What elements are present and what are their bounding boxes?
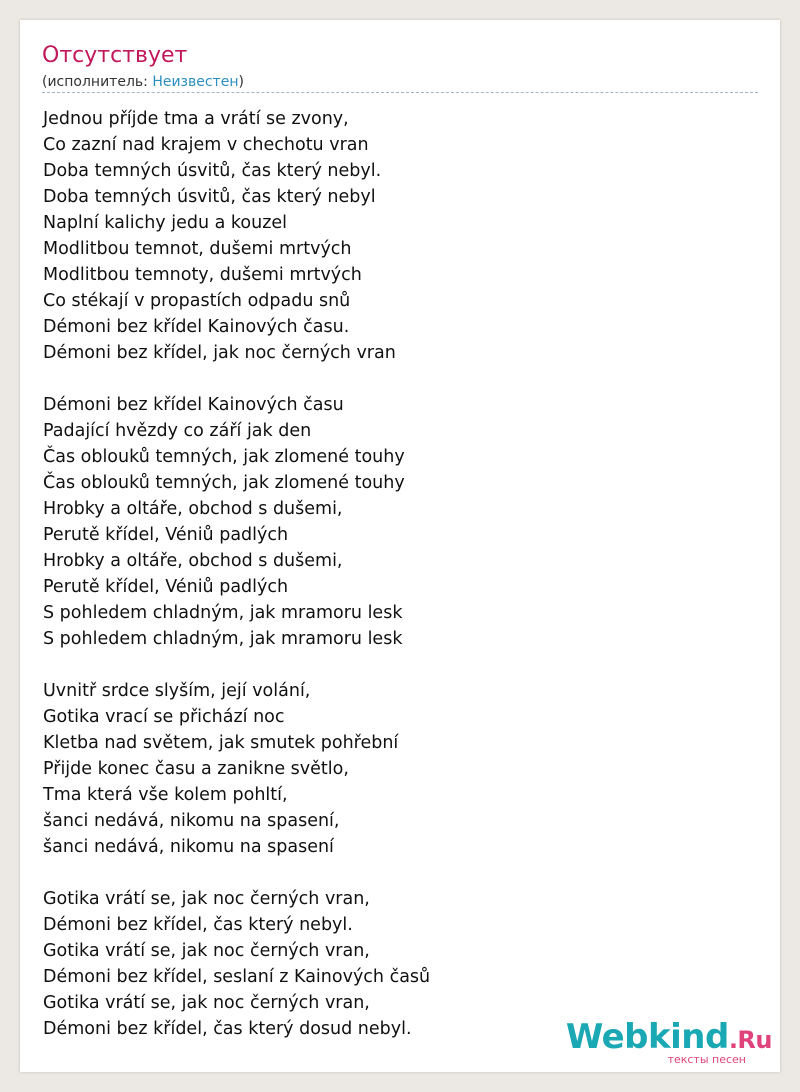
logo-word: Webkind: [565, 1017, 729, 1057]
lyric-line: Doba temných úsvitů, čas který nebyl.: [43, 161, 382, 181]
lyric-line: šanci nedává, nikomu na spasení,: [43, 811, 340, 831]
lyric-line: Gotika vrací se přichází noc: [43, 707, 285, 727]
lyric-line: Co stékají v propastích odpadu snů: [43, 291, 351, 311]
lyric-line: Gotika vrátí se, jak noc černých vran,: [43, 889, 370, 909]
lyric-line: Démoni bez křídel, seslaní z Kainových časů: [43, 967, 431, 987]
artist-suffix: ): [238, 74, 244, 90]
lyric-line: Čas oblouků temných, jak zlomené touhy: [43, 473, 405, 493]
lyrics-card: [20, 20, 780, 1072]
lyric-line: Jednou příjde tma a vrátí se zvony,: [43, 109, 349, 129]
logo-tld: .Ru: [728, 1026, 772, 1054]
lyric-line: Démoni bez křídel Kainových času.: [43, 317, 350, 337]
lyric-line: Padající hvězdy co září jak den: [43, 421, 312, 441]
artist-line: [42, 72, 244, 92]
lyric-line: Démoni bez křídel, čas který dosud nebyl.: [43, 1019, 412, 1039]
song-title: Отсутствует: [42, 43, 188, 68]
lyric-line: Démoni bez křídel, jak noc černých vran: [43, 343, 396, 363]
lyric-line: Kletba nad světem, jak smutek pohřební: [43, 733, 399, 753]
title-divider: [42, 92, 758, 93]
lyric-line: Gotika vrátí se, jak noc černých vran,: [43, 941, 370, 961]
stanza-break: [43, 860, 743, 886]
lyrics-body: [43, 106, 743, 1042]
lyric-line: Naplní kalichy jedu a kouzel: [43, 213, 288, 233]
lyric-line: Perutě křídel, Véniů padlých: [43, 525, 289, 545]
lyric-line: Démoni bez křídel, čas který nebyl.: [43, 915, 353, 935]
lyric-line: Co zazní nad krajem v chechotu vran: [43, 135, 369, 155]
lyric-line: Přijde konec času a zanikne světlo,: [43, 759, 349, 779]
stanza-break: [43, 652, 743, 678]
logo-tagline: тексты песен: [667, 1053, 746, 1066]
lyric-line: Perutě křídel, Véniů padlých: [43, 577, 289, 597]
lyric-line: Modlitbou temnot, dušemi mrtvých: [43, 239, 352, 259]
site-logo[interactable]: [565, 1017, 772, 1066]
artist-link[interactable]: Неизвестен: [152, 74, 239, 90]
stanza-break: [43, 366, 743, 392]
lyric-line: S pohledem chladným, jak mramoru lesk: [43, 603, 403, 623]
lyric-line: Hrobky a oltáře, obchod s dušemi,: [43, 499, 343, 519]
lyric-line: Démoni bez křídel Kainových času: [43, 395, 344, 415]
lyric-line: Modlitbou temnoty, dušemi mrtvých: [43, 265, 362, 285]
lyric-line: Hrobky a oltáře, obchod s dušemi,: [43, 551, 343, 571]
lyric-line: Uvnitř srdce slyším, její volání,: [43, 681, 311, 701]
lyric-line: šanci nedává, nikomu na spasení: [43, 837, 334, 857]
lyric-line: S pohledem chladným, jak mramoru lesk: [43, 629, 403, 649]
artist-prefix: (исполнитель:: [42, 74, 153, 90]
lyric-line: Doba temných úsvitů, čas který nebyl: [43, 187, 376, 207]
lyric-line: Čas oblouků temných, jak zlomené touhy: [43, 447, 405, 467]
lyric-line: Tma která vše kolem pohltí,: [43, 785, 288, 805]
lyric-line: Gotika vrátí se, jak noc černých vran,: [43, 993, 370, 1013]
